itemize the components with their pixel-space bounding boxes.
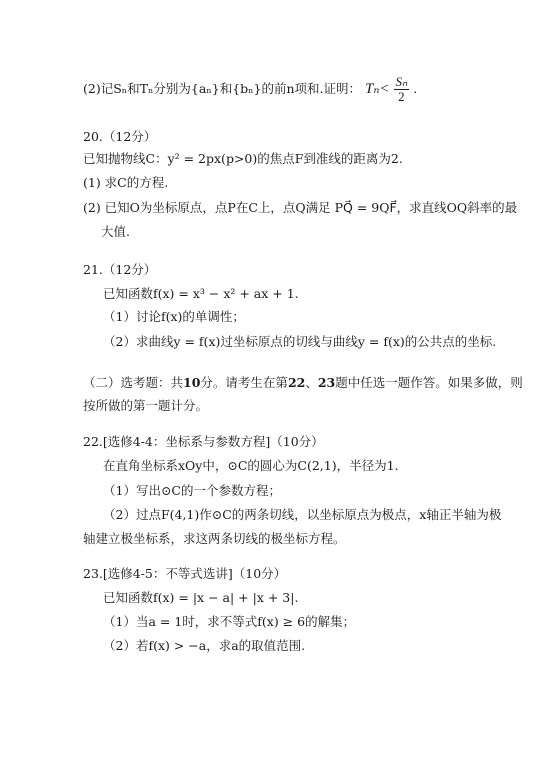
fraction-sn-over-2: $\frac{\text{Sₙ}}{2}$ bbox=[395, 74, 408, 104]
problem-21-statement: 已知函数f(x) = x³ − x² + ax + 1. bbox=[103, 286, 299, 301]
problem-22-heading: 22.[选修4-4：坐标系与参数方程]（10分） bbox=[83, 434, 324, 449]
problem-23-part-1: （1）当a = 1时，求不等式f(x) ≥ 6的解集； bbox=[103, 614, 356, 629]
problem-21-part-1: （1）讨论f(x)的单调性； bbox=[103, 309, 245, 324]
elective-section-heading-cont: 按所做的第一题计分。 bbox=[83, 398, 209, 413]
problem-20-statement: 已知抛物线C：y² = 2px(p>0)的焦点F到准线的距离为2. bbox=[83, 151, 403, 166]
problem-20-part-2-cont: 大值. bbox=[101, 224, 130, 239]
problem-21-part-2: （2）求曲线y = f(x)过坐标原点的切线与曲线y = f(x)的公共点的坐标. bbox=[103, 334, 497, 349]
problem-19-part-2: (2)记Sₙ和Tₙ分别为{aₙ}和{bₙ}的前n项和.证明： Tₙ< $\frac{\text{Sₙ}}{2}$ . bbox=[83, 74, 418, 104]
problem-23-heading: 23.[选修4-5：不等式选讲]（10分） bbox=[83, 566, 287, 581]
problem-21-heading: 21.（12分） bbox=[83, 262, 157, 277]
problem-20-heading: 20.（12分） bbox=[83, 129, 157, 144]
problem-22-part-2: （2）过点F(4,1)作⊙C的两条切线，以坐标原点为极点，x轴正半轴为极 bbox=[103, 507, 502, 522]
problem-20-part-1: (1) 求C的方程. bbox=[83, 175, 169, 190]
problem-20-part-2: (2) 已知O为坐标原点，点P在C上，点Q满足 PQ⃗ = 9QF⃗，求直线OQ斜率的最 bbox=[83, 200, 518, 215]
problem-22-part-1: （1）写出⊙C的一个参数方程； bbox=[103, 483, 281, 498]
inequality-lhs: Tₙ< bbox=[365, 81, 390, 97]
problem-23-statement: 已知函数f(x) = |x − a| + |x + 3|. bbox=[103, 590, 299, 605]
elective-section-heading: （二）选考题：共10分。请考生在第22、23题中任选一题作答。如果多做，则 bbox=[83, 375, 523, 390]
problem-22-part-2-cont: 轴建立极坐标系，求这两条切线的极坐标方程。 bbox=[83, 531, 346, 546]
problem-23-part-2: （2）若f(x) > −a，求a的取值范围. bbox=[103, 638, 306, 653]
problem-22-statement: 在直角坐标系xOy中，⊙C的圆心为C(2,1)，半径为1. bbox=[103, 458, 399, 473]
